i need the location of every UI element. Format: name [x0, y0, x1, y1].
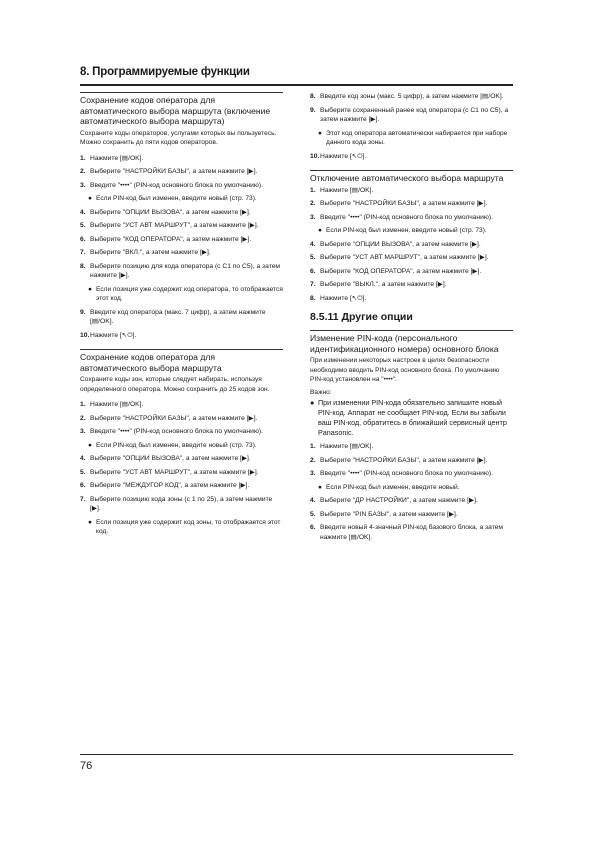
step-number: 1.	[80, 154, 86, 162]
step-item	[80, 427, 283, 437]
step-item	[310, 199, 513, 209]
step-text: Выберите "ВКЛ.", а затем нажмите [▶].	[90, 249, 211, 257]
step-text: Введите "••••" (PIN-код основного блока по умолчанию).	[320, 470, 493, 478]
step-item	[310, 92, 513, 102]
step-item	[310, 523, 513, 542]
step-text: Выберите "УСТ АВТ МАРШРУТ", а затем нажмите [▶].	[90, 222, 259, 230]
step-number: 9.	[80, 308, 86, 316]
step-number: 3.	[80, 181, 86, 189]
step-number: 5.	[80, 222, 86, 230]
step-item	[80, 235, 283, 245]
bullet-icon: ●	[318, 227, 322, 235]
step-text: Введите новый 4-значный PIN-код базового блока, а затем нажмите [▤/OK].	[320, 524, 503, 541]
step-item	[80, 331, 283, 341]
steps-list	[80, 400, 283, 537]
steps-list	[80, 154, 283, 341]
step-number: 5.	[80, 468, 86, 476]
step-item	[80, 414, 283, 424]
step-text: Нажмите [↖⏻].	[320, 294, 367, 302]
step-note	[80, 518, 283, 537]
bullet-icon: ●	[310, 398, 315, 408]
step-item	[80, 454, 283, 464]
step-item	[80, 481, 283, 491]
step-item	[80, 248, 283, 258]
step-text: Выберите сохраненный ранее код оператора (с C1 по C5), а затем нажмите [▶].	[320, 106, 509, 123]
step-number: 2.	[310, 200, 316, 208]
step-number: 7.	[80, 495, 86, 503]
step-item	[80, 262, 283, 281]
important-label: Важно:	[310, 388, 332, 396]
step-number: 1.	[80, 401, 86, 409]
step-item	[310, 294, 513, 304]
step-number: 8.	[80, 262, 86, 270]
step-note-text: Этот код оператора автоматически набирается при наборе данного кода зоны.	[326, 129, 508, 146]
step-note	[310, 226, 513, 236]
step-item	[310, 253, 513, 263]
important-note-text: При изменении PIN-кода обязательно запишите новый PIN-код. Аппарат не сообщает PIN-код. Если вы забыли ваш PIN-код, обратитесь в ближайший сервисный центр Panasonic.	[318, 398, 507, 438]
step-text: Выберите позицию кода зоны (с 1 по 25), а затем нажмите [▶].	[90, 495, 273, 513]
step-text: Выберите "ОПЦИИ ВЫЗОВА", а затем нажмите [▶].	[90, 208, 251, 216]
step-text: Введите код зоны (макс. 5 цифр), а затем нажмите [▤/OK].	[320, 93, 504, 100]
step-item	[310, 240, 513, 250]
step-text: Введите "••••" (PIN-код основного блока по умолчанию).	[90, 428, 263, 436]
step-item	[80, 495, 283, 514]
step-number: 2.	[80, 414, 86, 422]
step-number: 4.	[80, 208, 86, 216]
step-text: Нажмите [▤/OK].	[320, 443, 374, 451]
step-text: Выберите позицию для кода оператора (с C1 по C5), а затем нажмите [▶].	[90, 262, 281, 280]
section-rule	[310, 330, 513, 331]
step-text: Выберите "УСТ АВТ МАРШРУТ", а затем нажмите [▶].	[320, 254, 489, 262]
step-text: Выберите "УСТ АВТ МАРШРУТ", а затем нажмите [▶].	[90, 468, 259, 476]
step-note-text: Если PIN-код был изменен, введите новый.	[326, 483, 460, 491]
step-number: 7.	[310, 281, 316, 289]
step-text: Нажмите [▤/OK].	[90, 154, 144, 162]
step-number: 1.	[310, 443, 316, 451]
step-number: 6.	[310, 524, 316, 532]
step-note-text: Если позиция уже содержит код оператора, то отображается этот код.	[96, 285, 283, 303]
step-note	[80, 441, 283, 451]
steps-list	[310, 92, 513, 161]
section-rule	[80, 92, 283, 93]
steps-list	[310, 442, 513, 542]
step-number: 2.	[80, 168, 86, 176]
step-text: Нажмите [↖⏻].	[90, 331, 137, 339]
step-note-text: Если PIN-код был изменен, введите новый (стр. 73).	[96, 195, 257, 203]
step-item	[310, 442, 513, 452]
step-item	[310, 106, 513, 125]
step-number: 4.	[310, 240, 316, 248]
step-item	[310, 186, 513, 196]
bullet-icon: ●	[88, 518, 92, 526]
step-note-text: Если PIN-код был изменен, введите новый (стр. 73).	[326, 227, 487, 235]
step-item	[310, 280, 513, 290]
step-number: 6.	[310, 267, 316, 275]
step-text: Выберите "МЕЖДУГОР КОД", а затем нажмите [▶].	[90, 482, 250, 490]
step-number: 4.	[80, 455, 86, 463]
important-note	[310, 398, 513, 438]
section-rule	[310, 170, 513, 171]
step-number: 10.	[310, 152, 320, 160]
step-item	[80, 154, 283, 164]
section-title-change-pin: Изменение PIN-кода (персонального идентификационного номера) основного блока	[310, 333, 499, 354]
steps-list	[310, 186, 513, 304]
step-item	[80, 221, 283, 231]
section-intro: При изменении некоторых настроек в целях безопасности необходимо вводить PIN-код основного блока. По умолчанию PIN-код установлен на "••••".	[310, 357, 500, 384]
step-number: 8.	[310, 294, 316, 302]
step-number: 6.	[80, 482, 86, 490]
step-number: 5.	[310, 510, 316, 518]
step-number: 3.	[80, 428, 86, 436]
bullet-icon: ●	[88, 285, 92, 293]
step-item	[80, 468, 283, 478]
bullet-icon: ●	[88, 441, 92, 449]
step-number: 2.	[310, 456, 316, 464]
step-item	[310, 456, 513, 466]
step-text: Выберите "ДР НАСТРОЙКИ", а затем нажмите [▶].	[320, 497, 478, 505]
step-text: Выберите "НАСТРОЙКИ БАЗЫ", а затем нажмите [▶].	[320, 200, 488, 208]
step-item	[80, 208, 283, 218]
step-text: Выберите "ОПЦИИ ВЫЗОВА", а затем нажмите [▶].	[90, 455, 251, 463]
step-note	[310, 129, 513, 148]
step-number: 7.	[80, 249, 86, 257]
step-item	[80, 167, 283, 177]
step-number: 5.	[310, 254, 316, 262]
footer-rule	[80, 754, 513, 755]
step-text: Выберите "НАСТРОЙКИ БАЗЫ", а затем нажмите [▶].	[90, 414, 258, 422]
step-item	[310, 152, 513, 162]
step-note	[80, 194, 283, 204]
step-item	[310, 469, 513, 479]
step-text: Выберите "КОД ОПЕРАТОРА", а затем нажмите [▶].	[320, 267, 482, 275]
bullet-icon: ●	[318, 129, 322, 137]
chapter-title: 8. Программируемые функции	[80, 66, 250, 78]
step-text: Выберите "НАСТРОЙКИ БАЗЫ", а затем нажмите [▶].	[90, 168, 258, 176]
step-item	[310, 267, 513, 277]
left-column	[80, 92, 283, 541]
section-intro: Сохраните коды зон, которые следует набирать, используя определенного оператора. Можно сохранить до 25 кодов зон.	[80, 376, 270, 393]
step-item	[310, 510, 513, 520]
subsection-heading: 8.5.11 Другие опции	[310, 311, 413, 324]
section-title-disable-auto-route: Отключение автоматического выбора маршрута	[310, 173, 504, 183]
step-text: Выберите "PIN БАЗЫ", а затем нажмите [▶].	[320, 510, 458, 518]
section-rule	[80, 349, 283, 350]
step-number: 3.	[310, 470, 316, 478]
step-text: Выберите "НАСТРОЙКИ БАЗЫ", а затем нажмите [▶].	[320, 456, 488, 464]
step-number: 6.	[80, 235, 86, 243]
step-number: 3.	[310, 213, 316, 221]
step-item	[310, 213, 513, 223]
step-item	[80, 181, 283, 191]
step-text: Введите код оператора (макс. 7 цифр), а затем нажмите [▤/OK].	[90, 308, 266, 326]
step-number: 10.	[80, 331, 90, 339]
step-text: Выберите "ВЫКЛ.", а затем нажмите [▶].	[320, 281, 447, 289]
step-note-text: Если позиция уже содержит код зоны, то отображается этот код.	[96, 518, 281, 536]
step-text: Выберите "КОД ОПЕРАТОРА", а затем нажмите [▶].	[90, 235, 252, 243]
bullet-icon: ●	[88, 195, 92, 203]
step-note-text: Если PIN-код был изменен, введите новый (стр. 73).	[96, 441, 257, 449]
section-title-store-operator-codes: Сохранение кодов оператора для автоматического выбора маршрута (включение автоматического выбора маршрута)	[80, 95, 271, 127]
step-number: 1.	[310, 186, 316, 194]
step-number: 8.	[310, 93, 316, 100]
step-number: 4.	[310, 497, 316, 505]
step-item	[80, 400, 283, 410]
section-title-store-area-codes: Сохранение кодов оператора для автоматического выбора маршрута	[80, 352, 222, 373]
step-text: Нажмите [▤/OK].	[90, 401, 144, 409]
step-note	[80, 285, 283, 304]
step-item	[310, 496, 513, 506]
step-text: Нажмите [↖⏻].	[320, 152, 367, 160]
step-text: Нажмите [▤/OK].	[320, 186, 374, 194]
page-number: 76	[80, 760, 93, 772]
right-column	[310, 92, 513, 546]
step-text: Введите "••••" (PIN-код основного блока по умолчанию).	[320, 213, 493, 221]
header-rule	[80, 84, 513, 86]
step-text: Выберите "ОПЦИИ ВЫЗОВА", а затем нажмите [▶].	[320, 240, 481, 248]
step-item	[80, 308, 283, 327]
bullet-icon: ●	[318, 483, 322, 491]
step-note	[310, 483, 513, 493]
section-intro: Сохраните коды операторов, услугами которых вы пользуетесь. Можно сохранить до пяти кодов операторов.	[80, 129, 277, 147]
step-number: 9.	[310, 106, 316, 114]
step-text: Введите "••••" (PIN-код основного блока по умолчанию).	[90, 181, 263, 189]
